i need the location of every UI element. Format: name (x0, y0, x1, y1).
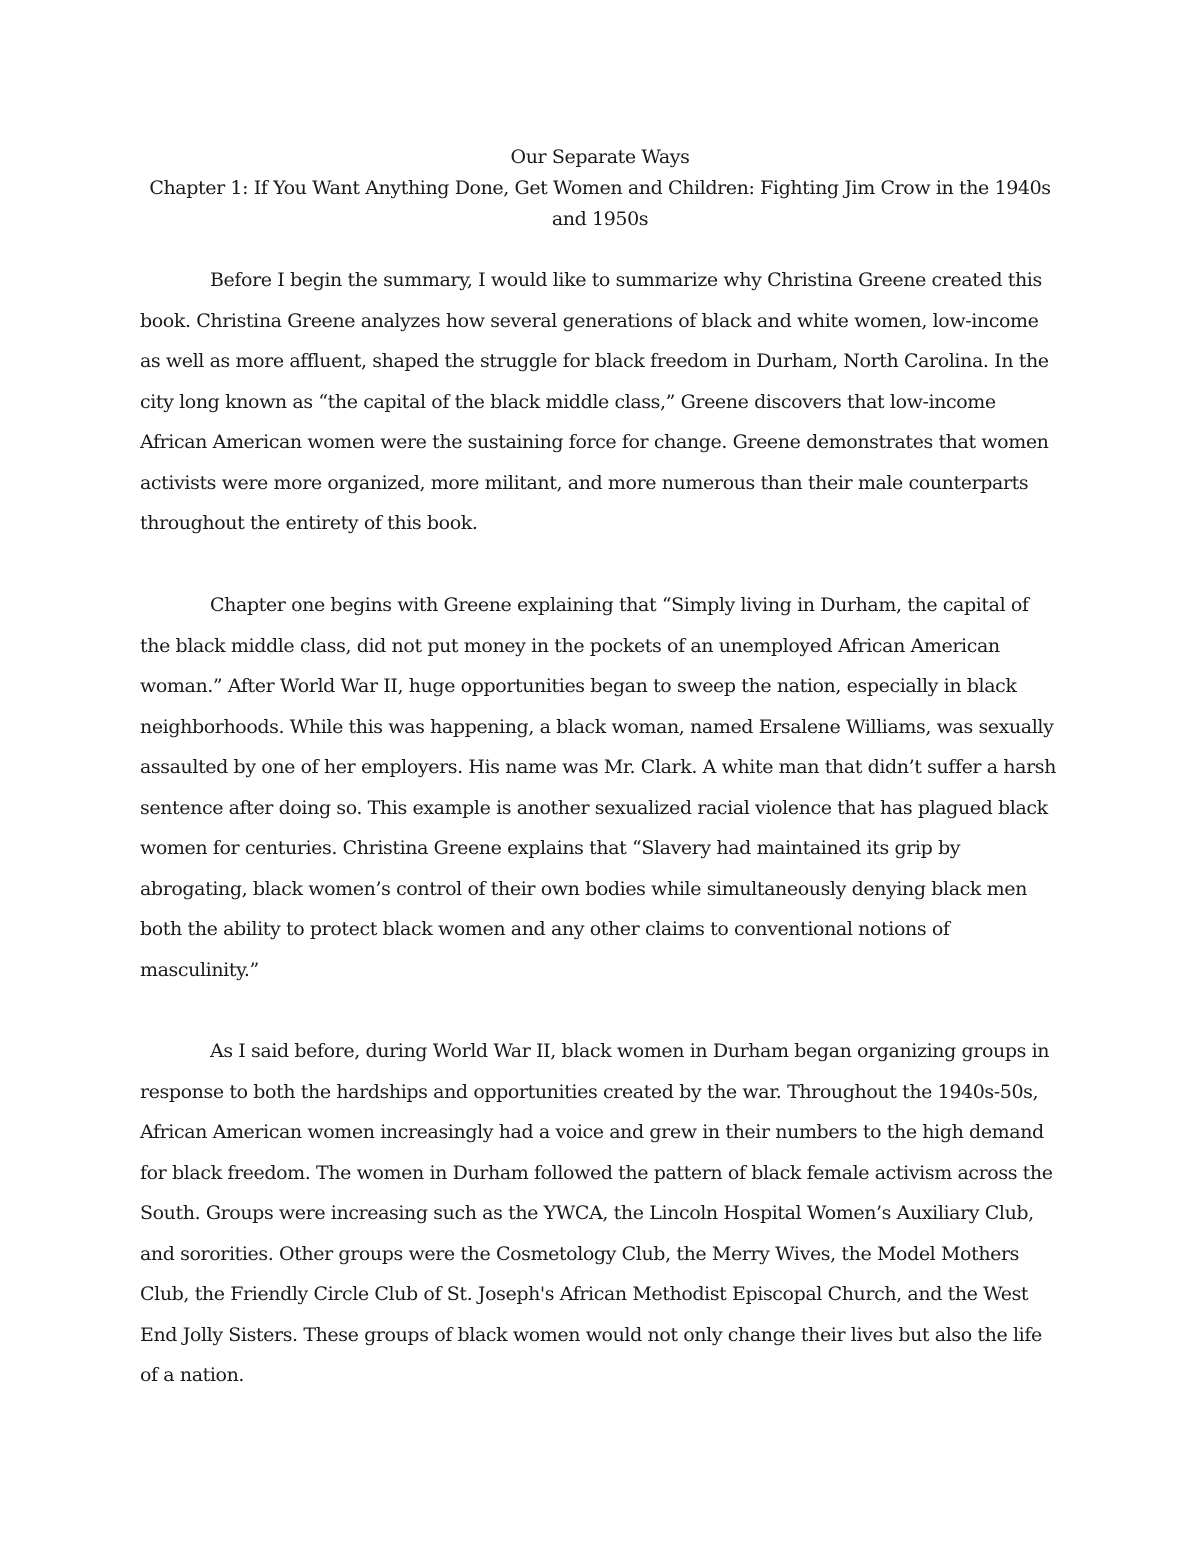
title-block (140, 142, 1060, 235)
paragraph-chapter-one: Chapter one begins with Greene explaining that “Simply living in Durham, the capital of the black middle class, did not put money in the pockets of an unemployed African American woman.” After World War II, huge opportunities began to sweep the nation, especially in black neighborhoods. While this was happening, a black woman, named Ersalene Williams, was sexually assaulted by one of her employers. His name was Mr. Clark. A white man that didn’t suffer a harsh sentence after doing so. This example is another sexualized racial violence that has plagued black women for centuries. Christina Greene explains that “Slavery had maintained its grip by abrogating, black women’s control of their own bodies while simultaneously denying black men both the ability to protect black women and any other claims to conventional notions of masculinity.” (140, 594, 1056, 981)
paragraph-women-groups: As I said before, during World War II, black women in Durham began organizing groups in response to both the hardships and opportunities created by the war. Throughout the 1940s-50s, African American women increasingly had a voice and grew in their numbers to the high demand for black freedom. The women in Durham followed the pattern of black female activism across the South. Groups were increasing such as the YWCA, the Lincoln Hospital Women’s Auxiliary Club, and sororities. Other groups were the Cosmetology Club, the Merry Wives, the Model Mothers Club, the Friendly Circle Club of St. Joseph's African Methodist Episcopal Church, and the West End Jolly Sisters. These groups of black women would not only change their lives but also the life of a nation. (140, 1040, 1053, 1386)
document-title: Our Separate Ways (510, 146, 690, 168)
chapter-heading: Chapter 1: If You Want Anything Done, Get Women and Children: Fighting Jim Crow in the 1940s and 1950s (149, 177, 1051, 230)
paragraph-intro: Before I begin the summary, I would like to summarize why Christina Greene created this book. Christina Greene analyzes how several generations of black and white women, low-income as well as more affluent, shaped the struggle for black freedom in Durham, North Carolina. In the city long known as “the capital of the black middle class,” Greene discovers that low-income African American women were the sustaining force for change. Greene demonstrates that women activists were more organized, more militant, and more numerous than their male counterparts throughout the entirety of this book. (140, 269, 1049, 534)
